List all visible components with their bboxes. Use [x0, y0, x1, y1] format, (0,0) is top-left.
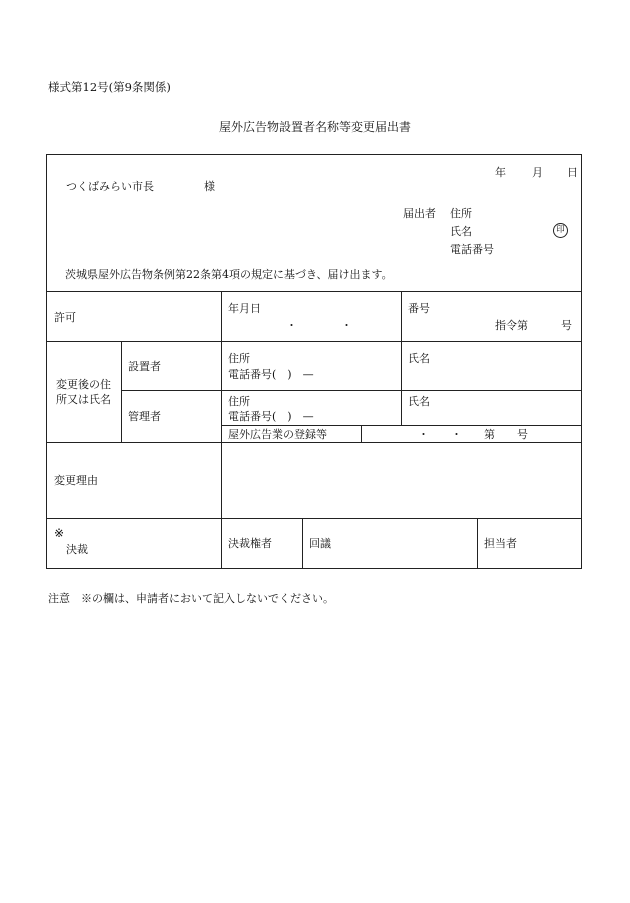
- row-divider-decision: [46, 518, 582, 519]
- column-divider-main: [221, 291, 222, 569]
- registration-value-format: ・ ・ 第 号: [418, 428, 528, 441]
- column-divider-staff: [477, 518, 478, 569]
- permit-label: 許可: [54, 311, 76, 324]
- permit-number-format: 指令第 号: [495, 319, 572, 332]
- office-use-mark: ※: [54, 526, 65, 540]
- row-divider-change: [46, 341, 582, 342]
- seal-mark: 印: [553, 223, 568, 238]
- applicant-phone-label: 電話番号: [450, 243, 494, 256]
- applicant-label: 届出者: [403, 207, 436, 220]
- legal-basis-statement: 茨城県屋外広告物条例第22条第4項の規定に基づき、届け出ます。: [65, 268, 393, 281]
- addressee: つくばみらい市長: [66, 180, 154, 193]
- change-section-label-line2: 所又は氏名: [56, 393, 111, 406]
- installer-label: 設置者: [128, 360, 161, 373]
- notice-text: 注意 ※の欄は、申請者において記入しないでください。: [48, 592, 334, 605]
- installer-phone-label: 電話番号( ) —: [228, 368, 314, 381]
- row-divider-manager: [121, 390, 582, 391]
- addressee-honorific: 様: [204, 180, 215, 193]
- applicant-address-label: 住所: [450, 207, 472, 220]
- form-border-right: [581, 154, 582, 569]
- column-divider-circulation: [302, 518, 303, 569]
- date-year-label: 年: [495, 166, 506, 179]
- manager-phone-label: 電話番号( ) —: [228, 410, 314, 423]
- form-border-bottom: [46, 568, 582, 569]
- row-divider-registration: [221, 425, 582, 426]
- date-month-label: 月: [532, 166, 543, 179]
- document-title: 屋外広告物設置者名称等変更届出書: [218, 120, 411, 134]
- permit-date-label: 年月日: [228, 302, 261, 315]
- form-number: 様式第12号(第9条関係): [48, 80, 171, 94]
- change-reason-label: 変更理由: [54, 474, 98, 487]
- form-border-left: [46, 154, 47, 569]
- manager-name-label: 氏名: [408, 395, 430, 408]
- column-divider-number: [401, 291, 402, 425]
- permit-number-label: 番号: [408, 302, 430, 315]
- manager-address-label: 住所: [228, 395, 250, 408]
- installer-address-label: 住所: [228, 352, 250, 365]
- decision-authority-label: 決裁権者: [228, 537, 272, 550]
- application-form-table: [46, 154, 581, 568]
- installer-name-label: 氏名: [408, 352, 430, 365]
- row-divider-permit: [46, 291, 582, 292]
- registration-label: 屋外広告業の登録等: [228, 428, 327, 441]
- column-divider-registration: [361, 425, 362, 442]
- form-border-top: [46, 154, 582, 155]
- permit-date-separators: ・ ・: [286, 319, 352, 332]
- column-divider-role: [121, 341, 122, 442]
- change-section-label-line1: 変更後の住: [56, 378, 111, 391]
- row-divider-reason: [46, 442, 582, 443]
- date-day-label: 日: [567, 166, 578, 179]
- decision-label: 決裁: [66, 543, 88, 556]
- applicant-name-label: 氏名: [450, 225, 472, 238]
- staff-label: 担当者: [484, 537, 517, 550]
- circulation-label: 回議: [309, 537, 331, 550]
- manager-label: 管理者: [128, 410, 161, 423]
